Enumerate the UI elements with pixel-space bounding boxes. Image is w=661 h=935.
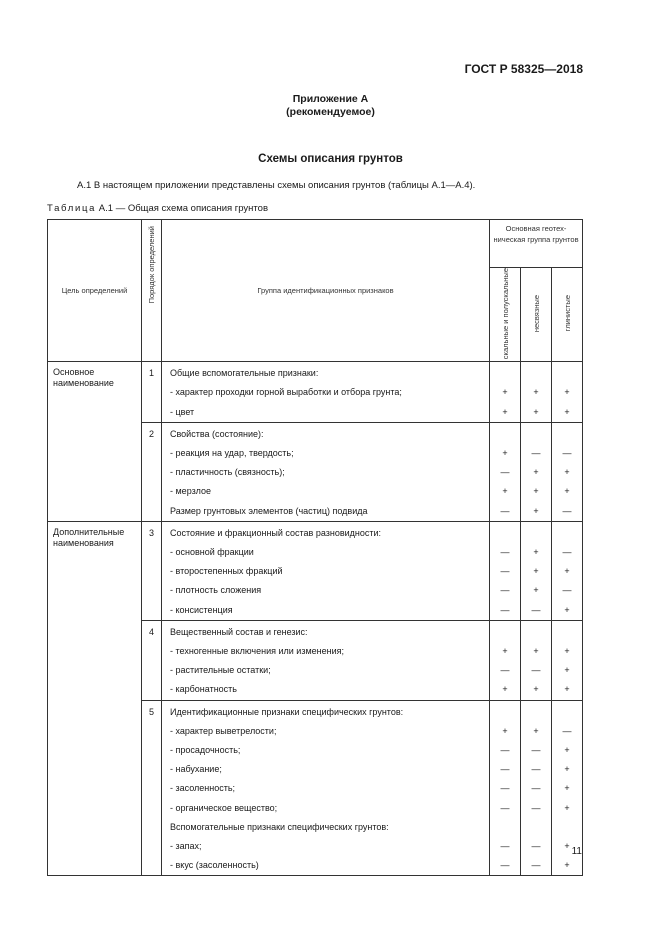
header-col-rocky: [490, 268, 521, 362]
header-order-label: Порядок определений: [147, 226, 156, 304]
mark-loose: —: [521, 444, 552, 463]
mark-rocky: +: [490, 444, 521, 463]
order-number-cell: 2: [142, 422, 162, 521]
mark-loose: +: [521, 642, 552, 661]
feature-cell: Состояние и фракционный состав разновидности:: [162, 521, 490, 543]
mark-rocky: +: [490, 722, 521, 741]
appendix-heading: [0, 93, 661, 119]
mark-clay: —: [552, 581, 583, 600]
feature-cell: - засоленность;: [162, 779, 490, 798]
feature-cell: - техногенные включения или изменения;: [162, 642, 490, 661]
header-col-clay: [552, 268, 583, 362]
feature-cell: - вкус (засоленность): [162, 856, 490, 876]
mark-loose: —: [521, 856, 552, 876]
table-row: [48, 362, 583, 384]
mark-rocky: +: [490, 403, 521, 423]
mark-clay: +: [552, 601, 583, 621]
table-body: [48, 362, 583, 876]
mark-loose: —: [521, 837, 552, 856]
mark-clay: [552, 422, 583, 444]
mark-clay: —: [552, 543, 583, 562]
mark-clay: +: [552, 403, 583, 423]
feature-cell: - характер проходки горной выработки и отбора грунта;: [162, 383, 490, 402]
header-col-clay-label: глинистые: [562, 295, 572, 332]
mark-loose: +: [521, 722, 552, 741]
appendix-title: Приложение А: [292, 93, 369, 105]
feature-cell: - цвет: [162, 403, 490, 423]
table-caption-text: А.1 — Общая схема описания грунтов: [98, 203, 268, 214]
feature-cell: - второстепенных фракций: [162, 562, 490, 581]
mark-loose: +: [521, 463, 552, 482]
mark-rocky: +: [490, 482, 521, 501]
mark-clay: +: [552, 661, 583, 680]
header-group: Группа идентификационных признаков: [162, 220, 490, 362]
feature-cell: - консистенция: [162, 601, 490, 621]
mark-loose: —: [521, 601, 552, 621]
mark-loose: +: [521, 562, 552, 581]
mark-rocky: —: [490, 799, 521, 818]
mark-rocky: —: [490, 837, 521, 856]
feature-cell: - запах;: [162, 837, 490, 856]
header-geo-group: Основная геотехническая группа грунтов: [490, 220, 583, 268]
mark-clay: —: [552, 444, 583, 463]
standard-number: ГОСТ Р 58325—2018: [464, 62, 583, 76]
mark-loose: [521, 422, 552, 444]
mark-loose: [521, 521, 552, 543]
mark-clay: +: [552, 837, 583, 856]
feature-cell: - реакция на удар, твердость;: [162, 444, 490, 463]
mark-clay: [552, 620, 583, 642]
feature-cell: Вещественный состав и генезис:: [162, 620, 490, 642]
intro-paragraph: А.1 В настоящем приложении представлены схемы описания грунтов (таблицы А.1—А.4).: [77, 180, 476, 191]
mark-loose: +: [521, 581, 552, 600]
mark-rocky: —: [490, 856, 521, 876]
feature-cell: - просадочность;: [162, 741, 490, 760]
mark-loose: +: [521, 543, 552, 562]
header-col-rocky-label: скальные и полускальные: [500, 268, 510, 360]
mark-loose: —: [521, 799, 552, 818]
mark-rocky: [490, 620, 521, 642]
feature-cell: Идентификационные признаки специфических грунтов:: [162, 700, 490, 722]
feature-cell: Размер грунтовых элементов (частиц) подвида: [162, 502, 490, 522]
mark-rocky: [490, 521, 521, 543]
mark-rocky: [490, 362, 521, 384]
mark-rocky: +: [490, 642, 521, 661]
page-number: 11: [571, 846, 582, 857]
mark-loose: —: [521, 741, 552, 760]
mark-clay: —: [552, 722, 583, 741]
mark-clay: +: [552, 562, 583, 581]
mark-clay: +: [552, 383, 583, 402]
mark-clay: +: [552, 680, 583, 700]
mark-clay: +: [552, 642, 583, 661]
mark-clay: +: [552, 741, 583, 760]
mark-loose: [521, 700, 552, 722]
feature-cell: Свойства (состояние):: [162, 422, 490, 444]
mark-rocky: [490, 700, 521, 722]
table-header: [48, 220, 583, 362]
mark-clay: +: [552, 799, 583, 818]
mark-clay: [552, 362, 583, 384]
mark-rocky: —: [490, 581, 521, 600]
order-number-cell: 4: [142, 620, 162, 700]
feature-cell: - плотность сложения: [162, 581, 490, 600]
feature-cell: - мерзлое: [162, 482, 490, 501]
mark-rocky: —: [490, 741, 521, 760]
mark-loose: —: [521, 779, 552, 798]
header-col-loose-label: несвязные: [531, 295, 541, 333]
table-caption: [47, 203, 268, 214]
appendix-subtitle: (рекомендуемое): [286, 106, 375, 118]
order-number-cell: 3: [142, 521, 162, 620]
goal-cell: Дополнительные наименования: [48, 521, 142, 876]
mark-clay: +: [552, 463, 583, 482]
table-caption-label: Таблица: [47, 203, 97, 214]
mark-rocky: [490, 818, 521, 837]
mark-rocky: —: [490, 601, 521, 621]
mark-loose: —: [521, 661, 552, 680]
mark-rocky: —: [490, 543, 521, 562]
mark-loose: +: [521, 502, 552, 522]
feature-cell: Общие вспомогательные признаки:: [162, 362, 490, 384]
mark-loose: [521, 620, 552, 642]
mark-rocky: —: [490, 502, 521, 522]
mark-rocky: +: [490, 383, 521, 402]
order-number-cell: 5: [142, 700, 162, 876]
mark-rocky: —: [490, 562, 521, 581]
mark-clay: [552, 521, 583, 543]
mark-rocky: —: [490, 760, 521, 779]
mark-clay: —: [552, 502, 583, 522]
header-col-loose: [521, 268, 552, 362]
goal-cell: Основное наименование: [48, 362, 142, 522]
feature-cell: Вспомогательные признаки специфических грунтов:: [162, 818, 490, 837]
feature-cell: - набухание;: [162, 760, 490, 779]
feature-cell: - характер выветрелости;: [162, 722, 490, 741]
mark-rocky: +: [490, 680, 521, 700]
mark-loose: —: [521, 760, 552, 779]
mark-rocky: [490, 422, 521, 444]
mark-loose: +: [521, 482, 552, 501]
mark-rocky: —: [490, 463, 521, 482]
mark-rocky: —: [490, 661, 521, 680]
soil-description-table: [47, 219, 583, 876]
mark-loose: +: [521, 403, 552, 423]
mark-loose: [521, 362, 552, 384]
mark-clay: [552, 700, 583, 722]
feature-cell: - основной фракции: [162, 543, 490, 562]
mark-clay: +: [552, 856, 583, 876]
mark-clay: +: [552, 779, 583, 798]
table-row: [48, 521, 583, 543]
mark-clay: +: [552, 482, 583, 501]
feature-cell: - карбонатность: [162, 680, 490, 700]
feature-cell: - пластичность (связность);: [162, 463, 490, 482]
mark-loose: +: [521, 680, 552, 700]
section-title: Схемы описания грунтов: [258, 153, 403, 165]
feature-cell: - органическое вещество;: [162, 799, 490, 818]
header-order: [142, 220, 162, 362]
mark-loose: +: [521, 383, 552, 402]
mark-clay: [552, 818, 583, 837]
header-goal: Цель определений: [48, 220, 142, 362]
mark-rocky: —: [490, 779, 521, 798]
feature-cell: - растительные остатки;: [162, 661, 490, 680]
mark-clay: +: [552, 760, 583, 779]
mark-loose: [521, 818, 552, 837]
order-number-cell: 1: [142, 362, 162, 423]
